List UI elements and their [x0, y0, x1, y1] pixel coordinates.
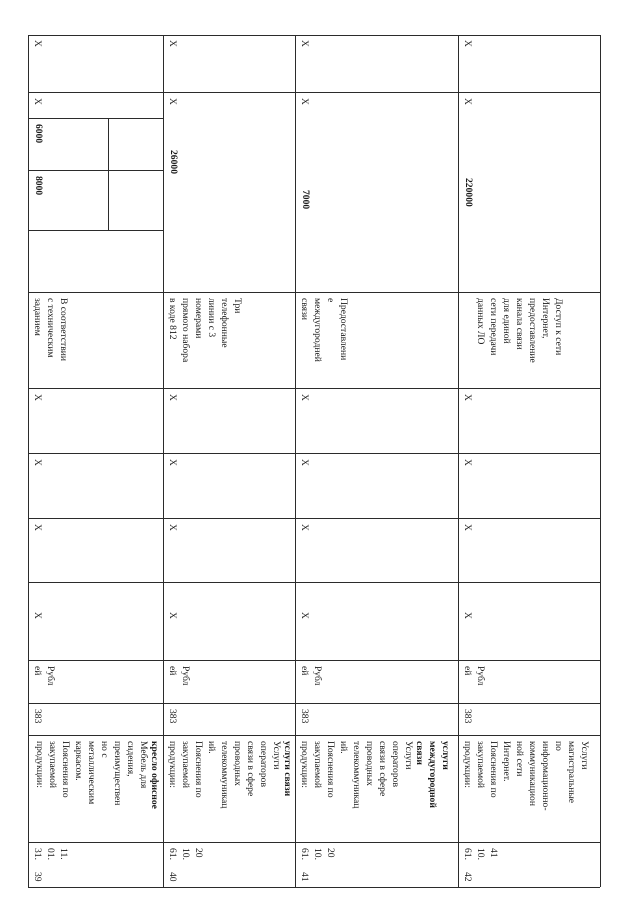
row-42-x-1: X	[462, 394, 473, 401]
row-40-unit: Рубл ей	[167, 666, 191, 686]
column-line	[28, 388, 600, 389]
row-41-code-3: 20	[325, 848, 336, 858]
column-line	[28, 887, 600, 888]
column-line	[28, 92, 600, 93]
row-40-okei: 383	[167, 709, 178, 724]
row-39-name: Мебель для сидения, преимуществен но с металлическим каркасом. Пояснения по закупаемой продукции:	[34, 741, 149, 806]
row-39-unit: Рубл ей	[32, 666, 56, 686]
row-42-code-3: 41	[488, 848, 499, 858]
row-42-price: 220000	[463, 178, 474, 207]
column-line	[28, 453, 600, 454]
row-41-code-1: 61.	[299, 848, 310, 860]
row-41-tail-x-2: X	[299, 98, 310, 105]
row-42-x-3: X	[462, 524, 473, 531]
row-line	[458, 35, 459, 887]
column-line	[28, 292, 600, 293]
row-41-code-2: 10.	[312, 848, 323, 860]
row-40-spec: Три телефонные линии с 3 номерами прямого набора в коде 812	[167, 298, 243, 363]
row-39-tail-x-2: X	[32, 98, 43, 105]
row-41-x-4: X	[299, 612, 310, 619]
row-41-name: Услуги операторов связи в сфере проводных телекоммуникац ий. Пояснения по закупаемой продукции:	[299, 741, 414, 809]
row-40-x-4: X	[167, 612, 178, 619]
column-line	[28, 230, 163, 231]
row-40-name-bold: услуги связи	[282, 741, 293, 797]
row-42-tail-x-1: X	[462, 40, 473, 47]
column-line	[28, 518, 600, 519]
row-42-x-2: X	[462, 459, 473, 466]
row-39-code-1: 31.	[32, 848, 43, 860]
row-41-tail-x-1: X	[299, 40, 310, 47]
row-42-number: 42	[462, 872, 473, 882]
row-42-x-4: X	[462, 612, 473, 619]
row-39-price-b: 6000	[33, 124, 44, 144]
row-39-x-3: X	[32, 524, 43, 531]
row-40-code-3: 20	[193, 848, 204, 858]
column-line	[28, 842, 600, 843]
row-42-code-1: 61.	[462, 848, 473, 860]
row-40-code-2: 10.	[180, 848, 191, 860]
row-41-x-2: X	[299, 459, 310, 466]
row-41-x-3: X	[299, 524, 310, 531]
column-line	[28, 582, 600, 583]
row-39-x-2: X	[32, 459, 43, 466]
row-39-tail-x-1: X	[32, 40, 43, 47]
row-line	[600, 35, 601, 887]
row-42-spec: Доступ к сети Интернет, предоставление канала связи для единой сети передачи данных ЛО	[475, 298, 564, 363]
row-41-spec: Предоставлени е междугородней связи	[299, 298, 349, 362]
column-line	[28, 703, 600, 704]
row-41-price: 7000	[300, 190, 311, 210]
row-41-unit: Рубл ей	[299, 666, 323, 686]
column-line	[28, 170, 163, 171]
row-42-tail-x-2: X	[462, 98, 473, 105]
row-41-number: 41	[299, 872, 310, 882]
row-line	[295, 35, 296, 887]
row-42-okei: 383	[462, 709, 473, 724]
row-41-okei: 383	[299, 709, 310, 724]
column-line	[28, 660, 600, 661]
row-39-code-3: 11.	[58, 848, 69, 860]
row-39-okei: 383	[32, 709, 43, 724]
cell-divider	[108, 118, 109, 230]
row-line	[163, 35, 164, 887]
column-line	[28, 735, 600, 736]
row-39-code-2: 01.	[45, 848, 56, 860]
row-40-price: 26000	[168, 150, 179, 174]
row-40-code-1: 61.	[167, 848, 178, 860]
row-42-code-2: 10.	[475, 848, 486, 860]
row-39-price-a: 8000	[33, 176, 44, 196]
row-40-name: Услуги операторов связи в сфере проводных телекоммуникац ий. Пояснения по закупаемой продукции:	[167, 741, 282, 809]
row-41-name-bold: услуги междугородной связи	[414, 741, 451, 808]
row-line	[28, 35, 29, 887]
row-40-number: 40	[167, 872, 178, 882]
row-39-x-1: X	[32, 394, 43, 401]
row-42-unit: Рубл ей	[462, 666, 486, 686]
row-40-tail-x-1: X	[167, 40, 178, 47]
row-39-number: 39	[32, 872, 43, 882]
row-40-x-1: X	[167, 394, 178, 401]
row-40-x-3: X	[167, 524, 178, 531]
row-42-name: Услуги магистральные по информационно- коммуникацион ной сети Интернет. Пояснения по закупаемой продукции:	[462, 741, 590, 811]
row-40-x-2: X	[167, 459, 178, 466]
column-line	[28, 118, 163, 119]
row-39-name-bold: кресло офисное	[149, 741, 160, 809]
row-39-x-4: X	[32, 612, 43, 619]
row-40-tail-x-2: X	[167, 98, 178, 105]
row-39-spec: В соответствии с техническим заданием	[32, 298, 69, 362]
row-41-x-1: X	[299, 394, 310, 401]
column-line	[28, 35, 600, 36]
